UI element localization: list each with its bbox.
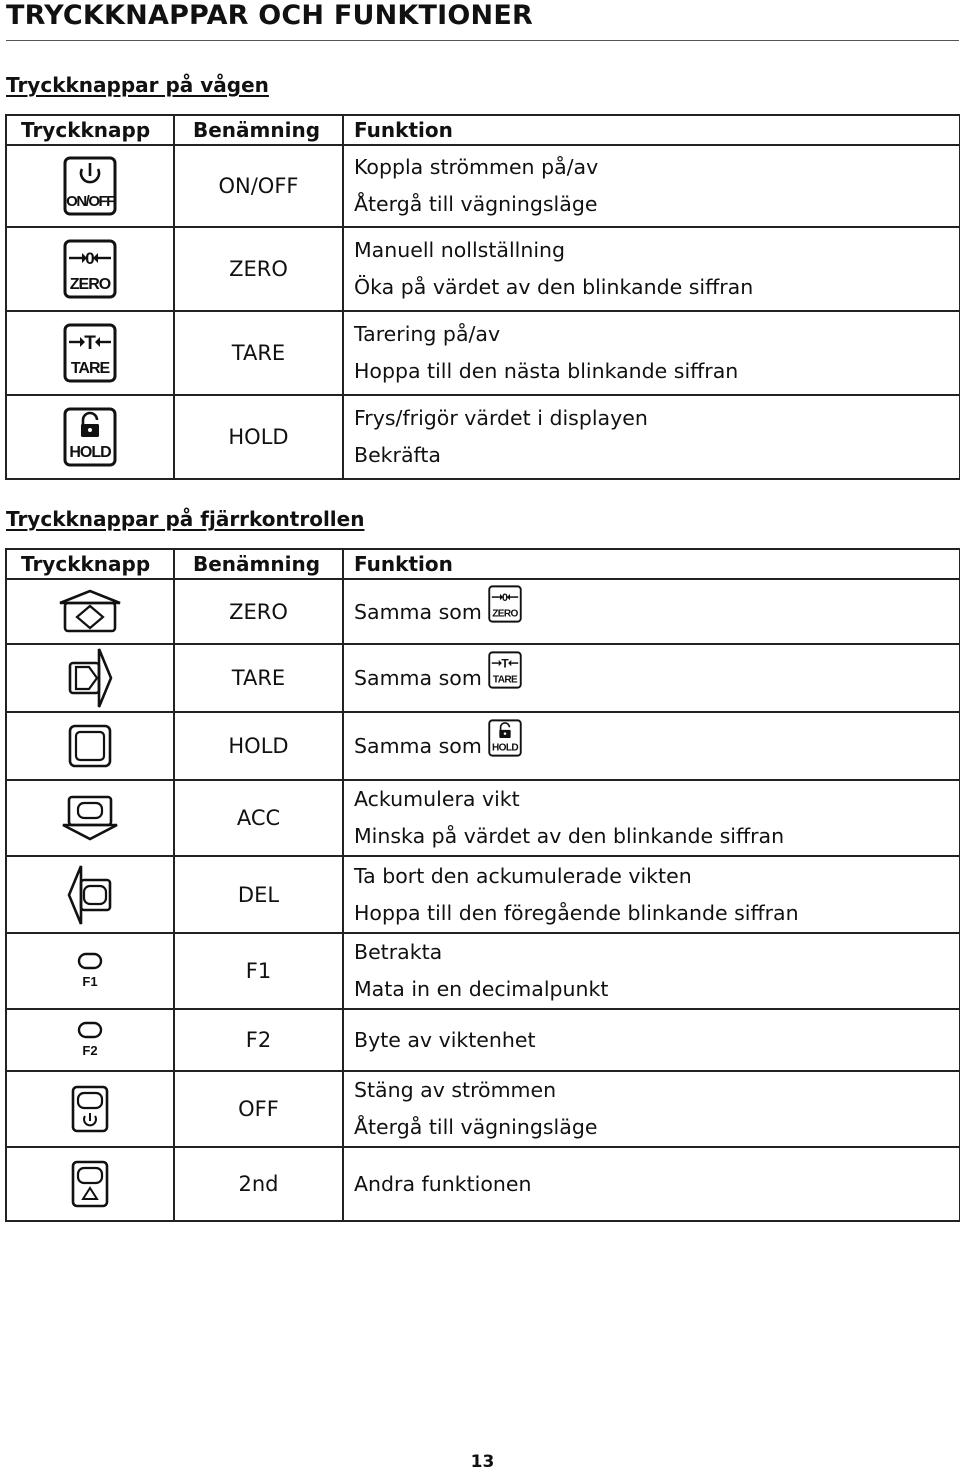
- key-name: TARE: [174, 644, 343, 712]
- column-header-button: Tryckknapp: [6, 549, 174, 579]
- table-row: [6, 1071, 960, 1147]
- tare-key-icon: [63, 323, 117, 383]
- remote-f2-icon: [75, 1020, 105, 1060]
- column-header-button: Tryckknapp: [6, 115, 174, 145]
- same-as-text: [354, 593, 522, 631]
- key-icon-cell: [6, 644, 174, 712]
- key-function: [343, 933, 960, 1009]
- key-icon-label: F2: [82, 1043, 98, 1058]
- key-icon-cell: [6, 145, 174, 227]
- key-icon-cell: [6, 1147, 174, 1221]
- zero-key-icon: [63, 239, 117, 299]
- key-name: ACC: [174, 780, 343, 856]
- key-function: [343, 579, 960, 644]
- column-header-name: Benämning: [174, 549, 343, 579]
- key-icon-label: HOLD: [69, 444, 111, 461]
- key-function: [343, 395, 960, 479]
- key-name: F2: [174, 1009, 343, 1071]
- key-function: [343, 1071, 960, 1147]
- table-row: [6, 227, 960, 311]
- key-icon-cell: [6, 227, 174, 311]
- remote-right-arrow-icon: [67, 647, 113, 709]
- remote-buttons-heading: Tryckknappar på fjärrkontrollen: [6, 507, 365, 531]
- function-line: Betrakta: [354, 940, 443, 964]
- table-row: [6, 145, 960, 227]
- same-as-text: [354, 656, 522, 697]
- on-off-key-icon: [63, 156, 117, 216]
- svg-text:TARE: TARE: [492, 674, 517, 686]
- table-row: [6, 780, 960, 856]
- zero-key-icon: [488, 585, 522, 623]
- key-icon-cell: [6, 1009, 174, 1071]
- table-row: [6, 933, 960, 1009]
- table-header-row: [6, 115, 960, 145]
- function-line: Ackumulera vikt: [354, 787, 520, 811]
- key-name: TARE: [174, 311, 343, 395]
- key-icon-cell: [6, 856, 174, 933]
- key-function: [343, 227, 960, 311]
- remote-2nd-icon: [70, 1159, 110, 1209]
- table-row: [6, 311, 960, 395]
- tare-key-icon: [488, 651, 522, 689]
- key-name: 2nd: [174, 1147, 343, 1221]
- key-name: HOLD: [174, 395, 343, 479]
- same-as-label: Samma som: [354, 599, 482, 624]
- table-row: [6, 712, 960, 780]
- key-function: [343, 712, 960, 780]
- function-line: Återgå till vägningsläge: [354, 1115, 598, 1139]
- key-name: F1: [174, 933, 343, 1009]
- same-as-label: Samma som: [354, 666, 482, 690]
- svg-text:0: 0: [501, 591, 508, 604]
- function-line: Ta bort den ackumulerade vikten: [354, 863, 692, 888]
- svg-text:T: T: [501, 656, 509, 671]
- remote-square-icon: [67, 723, 113, 769]
- remote-buttons-table: [5, 548, 960, 1222]
- svg-text:0: 0: [85, 249, 95, 268]
- table-row: [6, 644, 960, 712]
- function-line: Byte av viktenhet: [354, 1027, 536, 1052]
- table-header-row: [6, 549, 960, 579]
- remote-f1-icon: [75, 951, 105, 991]
- function-line: Frys/frigör värdet i displayen: [354, 406, 648, 430]
- key-icon-cell: [6, 1071, 174, 1147]
- key-name: HOLD: [174, 712, 343, 780]
- hold-key-icon: [488, 719, 522, 757]
- table-row: [6, 1147, 960, 1221]
- function-line: Mata in en decimalpunkt: [354, 977, 609, 1001]
- key-icon-cell: [6, 579, 174, 644]
- key-function: [343, 1009, 960, 1071]
- svg-text:HOLD: HOLD: [491, 742, 518, 754]
- remote-left-arrow-icon: [67, 864, 113, 926]
- svg-text:ZERO: ZERO: [492, 608, 518, 620]
- title-divider: [6, 40, 959, 41]
- key-icon-cell: [6, 395, 174, 479]
- function-line: Tarering på/av: [354, 322, 501, 346]
- key-function: [343, 644, 960, 712]
- key-name: ON/OFF: [174, 145, 343, 227]
- key-icon-label: TARE: [70, 360, 110, 377]
- key-function: [343, 1147, 960, 1221]
- function-line: Återgå till vägningsläge: [354, 192, 598, 216]
- function-line: Hoppa till den nästa blinkande siffran: [354, 359, 739, 383]
- function-line: Öka på värdet av den blinkande siffran: [354, 275, 754, 299]
- table-row: [6, 395, 960, 479]
- key-function: [343, 145, 960, 227]
- svg-text:T: T: [84, 333, 96, 354]
- key-function: [343, 311, 960, 395]
- table-row: [6, 856, 960, 933]
- scale-buttons-heading: Tryckknappar på vågen: [6, 73, 269, 97]
- table-row: [6, 579, 960, 644]
- function-line: Andra funktionen: [354, 1171, 532, 1196]
- key-icon-cell: [6, 311, 174, 395]
- key-icon-label: ON/OFF: [66, 193, 114, 210]
- remote-up-arrow-icon: [57, 589, 123, 635]
- key-function: [343, 856, 960, 933]
- key-icon-label: F1: [82, 974, 98, 989]
- function-line: Manuell nollställning: [354, 238, 566, 262]
- key-icon-cell: [6, 933, 174, 1009]
- function-line: Koppla strömmen på/av: [354, 155, 599, 179]
- page-number: 13: [470, 1452, 495, 1472]
- remote-off-icon: [70, 1084, 110, 1134]
- column-header-name: Benämning: [174, 115, 343, 145]
- same-as-text: [354, 727, 522, 765]
- table-row: [6, 1009, 960, 1071]
- key-name: OFF: [174, 1071, 343, 1147]
- key-icon-cell: [6, 712, 174, 780]
- same-as-label: Samma som: [354, 734, 482, 758]
- key-name: ZERO: [174, 579, 343, 644]
- function-line: Minska på värdet av den blinkande siffran: [354, 824, 785, 848]
- remote-down-arrow-icon: [61, 794, 119, 842]
- key-icon-label: ZERO: [69, 276, 111, 293]
- hold-key-icon: [63, 407, 117, 467]
- function-line: Stäng av strömmen: [354, 1078, 557, 1102]
- function-line: Hoppa till den föregående blinkande siffran: [354, 900, 799, 925]
- key-name: DEL: [174, 856, 343, 933]
- page-title: TRYCKKNAPPAR OCH FUNKTIONER: [6, 0, 533, 31]
- key-name: ZERO: [174, 227, 343, 311]
- key-function: [343, 780, 960, 856]
- column-header-function: Funktion: [343, 549, 960, 579]
- function-line: Bekräfta: [354, 443, 441, 467]
- column-header-function: Funktion: [343, 115, 960, 145]
- key-icon-cell: [6, 780, 174, 856]
- scale-buttons-table: [5, 114, 960, 480]
